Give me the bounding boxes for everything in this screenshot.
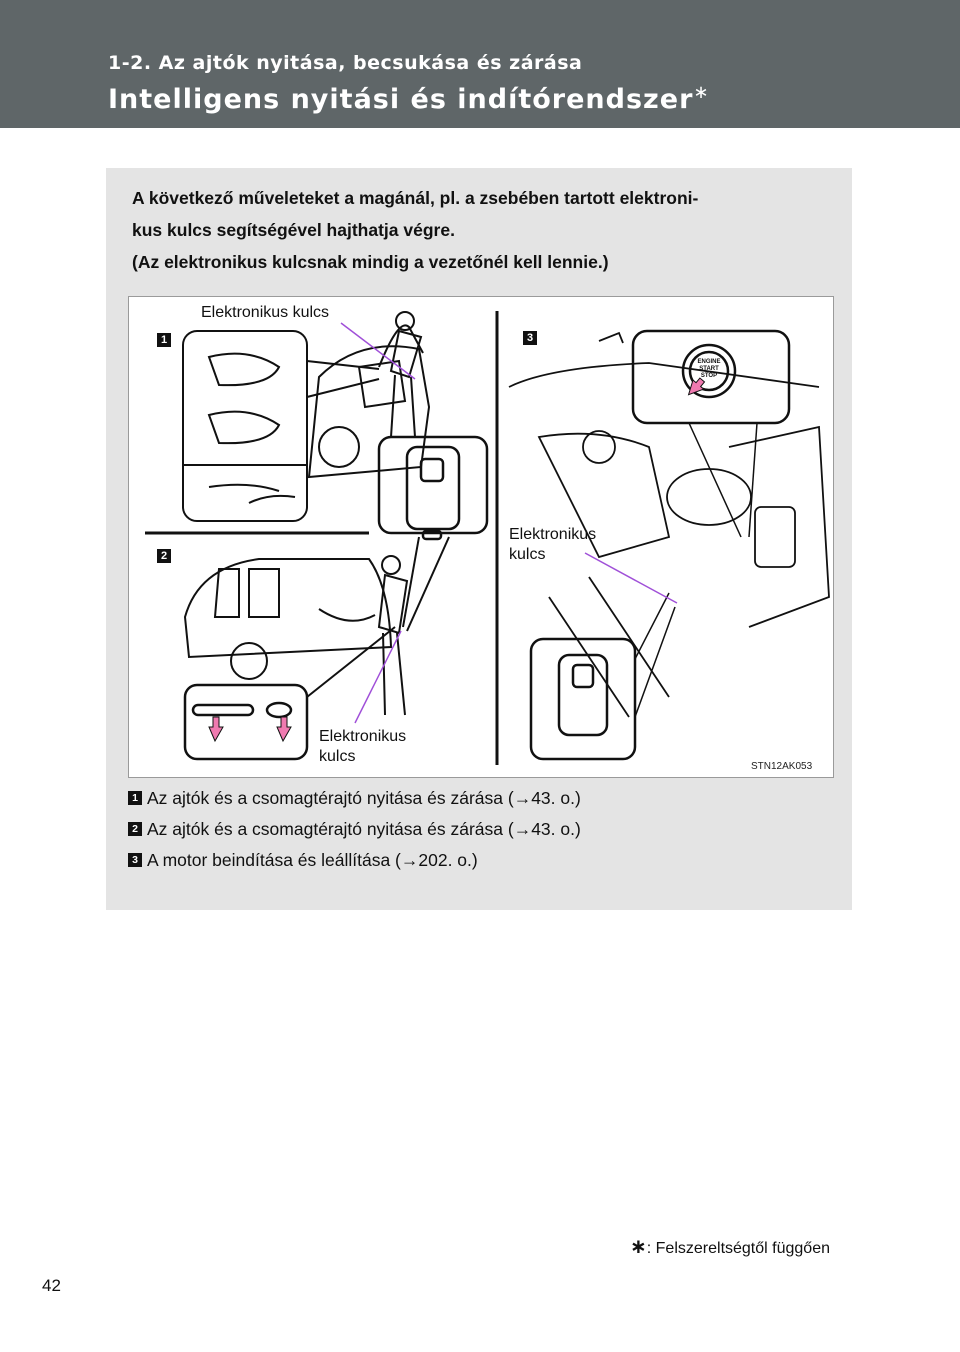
pointer-lines — [341, 323, 677, 723]
step-badge-3: 3 — [128, 853, 142, 867]
person-drawing-1 — [391, 312, 421, 437]
page-title-text: Intelligens nyitási és indítórendszer — [108, 84, 694, 115]
press-arrow-1 — [209, 717, 223, 741]
intro-line-1: A következő műveleteket a magánál, pl. a zsebében tartott elektroni- — [132, 188, 699, 208]
key-fob-inset-center — [379, 437, 487, 539]
key-fob-inset-bottom — [531, 593, 675, 759]
figure-code: STN12AK053 — [751, 761, 813, 772]
page-title — [108, 82, 710, 115]
illustration — [128, 296, 834, 778]
key-label-top: Elektronikus kulcs — [201, 304, 330, 321]
door-handle-inset — [183, 331, 307, 521]
asterisk-marker: ∗ — [693, 82, 710, 103]
step-item-1 — [128, 786, 581, 817]
key-label-bottom-line-2: kulcs — [319, 748, 356, 765]
key-label-right-line-2: kulcs — [509, 546, 546, 563]
step-badge-2: 2 — [128, 822, 142, 836]
intro-line-3: (Az elektronikus kulcsnak mindig a vezetőnél kell lennie.) — [132, 252, 609, 272]
panel-badge-1: 1 — [157, 333, 171, 347]
key-label-bottom — [319, 727, 406, 767]
step-item-2 — [128, 817, 581, 848]
page-number: 42 — [42, 1276, 61, 1295]
step-text-2: Az ajtók és a csomagtérajtó nyitása és zárása (→43. o.) — [147, 819, 581, 839]
footnote — [630, 1234, 830, 1259]
rear-handle-inset — [185, 685, 307, 759]
engine-start-stop-button — [689, 359, 729, 380]
step-list — [128, 786, 581, 879]
footnote-text: : Felszereltségtől függően — [646, 1240, 830, 1257]
panel-badge-3: 3 — [523, 331, 537, 345]
key-label-bottom-line-1: Elektronikus — [319, 728, 407, 745]
car-rear-drawing — [185, 559, 391, 679]
section-title: 1-2. Az ajtók nyitása, becsukása és zárása — [108, 52, 583, 74]
key-label-right-line-1: Elektronikus — [509, 526, 597, 543]
car-side-drawing — [309, 325, 429, 477]
footnote-marker: ∗ — [630, 1236, 647, 1258]
intro-line-2: kus kulcs segítségével hajthatja végre. — [132, 220, 455, 240]
step-badge-1: 1 — [128, 791, 142, 805]
step-text-3: A motor beindítása és leállítása (→202. o.) — [147, 850, 478, 870]
step-text-1: Az ajtók és a csomagtérajtó nyitása és zárása (→43. o.) — [147, 788, 581, 808]
step-item-3 — [128, 848, 581, 879]
key-label-right — [509, 525, 596, 565]
button-text-2: START — [699, 366, 719, 372]
panel-badge-2: 2 — [157, 549, 171, 563]
button-text-1: ENGINE — [697, 359, 721, 365]
press-arrow-2 — [277, 717, 291, 741]
intro-text — [132, 182, 832, 278]
button-text-3: STOP — [700, 373, 718, 379]
chapter-header — [0, 0, 960, 128]
